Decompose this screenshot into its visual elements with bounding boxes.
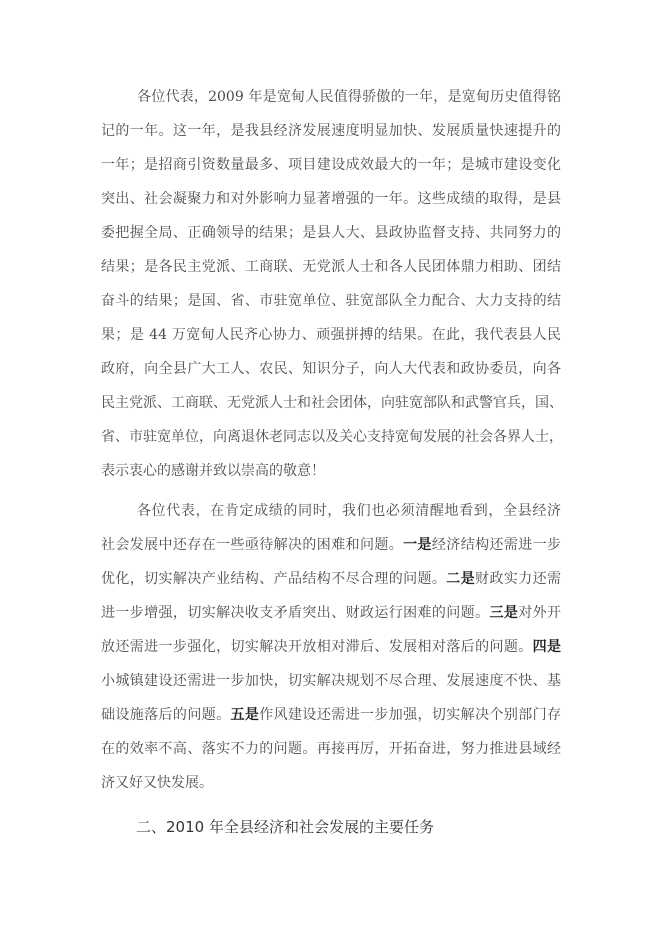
line-text: 财政实力还需 — [475, 571, 562, 587]
text-line — [101, 500, 561, 534]
text-line — [101, 120, 561, 154]
text-line — [101, 738, 561, 772]
line-text: 民主党派、工商联、无党派人士和社会团体，向驻宽部队和武警官兵，国、 — [101, 395, 563, 411]
line-text: 政府，向全县广大工人、农民、知识分子，向人大代表和政协委员，向各 — [101, 361, 561, 377]
document-body — [101, 86, 561, 812]
text-line — [101, 358, 561, 392]
emphasis-text: 五是 — [230, 707, 260, 723]
emphasis-text: 三是 — [489, 605, 519, 621]
line-text: 优化，切实解决产业结构、产品结构不尽合理的问题。 — [101, 571, 447, 587]
line-text: 济又好又快发展。 — [101, 775, 213, 791]
text-line — [101, 86, 561, 120]
text-line — [101, 772, 561, 806]
line-text: 础设施落后的问题。 — [101, 707, 231, 723]
text-line — [101, 670, 561, 704]
text-line — [101, 392, 561, 426]
paragraph — [101, 86, 561, 494]
line-text: 突出、社会凝聚力和对外影响力显著增强的一年。这些成绩的取得，是县 — [101, 191, 561, 207]
text-line — [101, 636, 561, 670]
line-text: 一年；是招商引资数量最多、项目建设成效最大的一年；是城市建设变化 — [101, 157, 561, 173]
section-heading: 二、2010 年全县经济和社会发展的主要任务 — [136, 818, 434, 836]
line-text: 作风建设还需进一步加强，切实解决个别部门存 — [259, 707, 562, 723]
line-text: 结果；是各民主党派、工商联、无党派人士和各人民团体鼎力相助、团结 — [101, 259, 561, 275]
emphasis-text: 四是 — [532, 639, 562, 655]
text-line — [101, 534, 561, 568]
line-text: 记的一年。这一年，是我县经济发展速度明显加快、发展质量快速提升的 — [101, 123, 561, 139]
emphasis-text: 二是 — [446, 571, 476, 587]
text-line — [101, 188, 561, 222]
emphasis-text: 一是 — [403, 537, 432, 553]
line-text: 经济结构还需进一步 — [431, 537, 562, 553]
paragraph — [101, 500, 561, 806]
line-text: 对外开 — [518, 605, 562, 621]
text-line — [101, 426, 561, 460]
line-text: 在的效率不高、落实不力的问题。再接再厉，开拓奋进，努力推进县域经 — [101, 741, 561, 757]
line-text: 放还需进一步强化，切实解决开放相对滞后、发展相对落后的问题。 — [101, 639, 533, 655]
line-text: 进一步增强，切实解决收支矛盾突出、财政运行困难的问题。 — [101, 605, 490, 621]
text-line — [101, 290, 561, 324]
line-text: 各位代表，2009 年是宽甸人民值得骄傲的一年，是宽甸历史值得铭 — [137, 89, 561, 105]
line-text: 小城镇建设还需进一步加快，切实解决规划不尽合理、发展速度不快、基 — [101, 673, 561, 689]
line-text: 果；是 44 万宽甸人民齐心协力、顽强拼搏的结果。在此，我代表县人民 — [101, 327, 561, 343]
text-line — [101, 222, 561, 256]
text-line — [101, 704, 561, 738]
text-line — [101, 568, 561, 602]
text-line — [101, 256, 561, 290]
line-text: 社会发展中还存在一些亟待解决的困难和问题。 — [101, 537, 404, 553]
text-line — [101, 460, 561, 494]
line-text: 各位代表，在肯定成绩的同时，我们也必须清醒地看到，全县经济 — [137, 503, 561, 519]
line-text: 委把握全局、正确领导的结果；是县人大、县政协监督支持、共同努力的 — [101, 225, 561, 241]
text-line — [101, 602, 561, 636]
line-text: 奋斗的结果；是国、省、市驻宽单位、驻宽部队全力配合、大力支持的结 — [101, 293, 561, 309]
text-line — [101, 324, 561, 358]
text-line — [101, 154, 561, 188]
line-text: 省、市驻宽单位，向离退休老同志以及关心支持宽甸发展的社会各界人士， — [101, 429, 563, 445]
line-text: 表示衷心的感谢并致以崇高的敬意！ — [101, 463, 325, 479]
